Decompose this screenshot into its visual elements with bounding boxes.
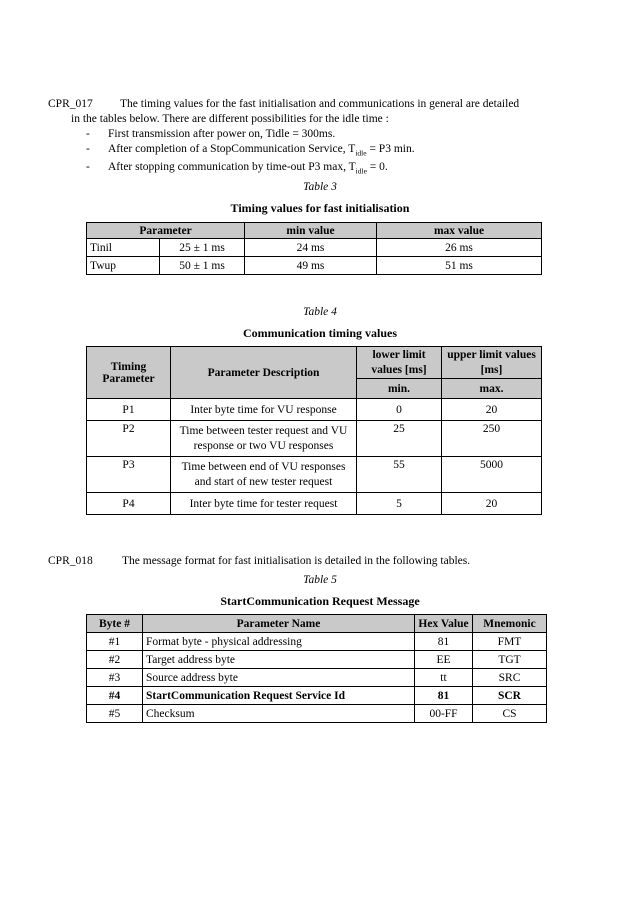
table3-caption: Table 3 — [303, 181, 337, 193]
table4 — [86, 346, 542, 515]
table4-title: Communication timing values — [242, 326, 397, 340]
cpr018-block — [48, 554, 608, 569]
table-row: Twup 50 ± 1 ms 49 ms 51 ms — [87, 257, 542, 275]
table5-header-row: Byte # Parameter Name Hex Value Mnemonic — [87, 615, 547, 633]
table3-header-row — [87, 223, 542, 239]
table3-header-min: min value — [245, 223, 377, 239]
table4-header-lower: lower limit values [ms] — [357, 347, 442, 379]
table4-header-row — [87, 347, 542, 379]
table4-header-max: max. — [442, 379, 542, 399]
cpr017-line1 — [48, 97, 608, 112]
table-row: #1 Format byte - physical addressing 81 FMT — [87, 633, 547, 651]
table5-caption: Table 5 — [303, 574, 337, 586]
cpr018-text: The message format for fast initialisation is detailed in the following tables. — [122, 555, 471, 567]
table-row: #3 Source address byte tt SRC — [87, 669, 547, 687]
table-row: P4 Inter byte time for tester request 5 20 — [87, 493, 542, 515]
cpr018-id: CPR_018 — [48, 555, 93, 567]
cpr017-bullet: - First transmission after power on, Tidle = 300ms. — [86, 128, 336, 140]
table4-header-upper: upper limit values [ms] — [442, 347, 542, 379]
table4-caption: Table 4 — [303, 306, 337, 318]
table-row: #5 Checksum 00-FF CS — [87, 705, 547, 723]
table5-title: StartCommunication Request Message — [220, 594, 420, 608]
cpr017-block — [48, 97, 608, 179]
table-row: P2 Time between tester request and VU response or two VU responses 25 250 — [87, 421, 542, 457]
table-row: #2 Target address byte EE TGT — [87, 651, 547, 669]
table4-header-min: min. — [357, 379, 442, 399]
cpr017-id: CPR_017 — [48, 98, 93, 110]
table4-header-timing: Timing Parameter — [87, 347, 171, 399]
table-row: Tinil 25 ± 1 ms 24 ms 26 ms — [87, 239, 542, 257]
table-row: P3 Time between end of VU responses and start of new tester request 55 5000 — [87, 457, 542, 493]
table-row: #4 StartCommunication Request Service Id 81 SCR — [87, 687, 547, 705]
cpr017-bullet: - After completion of a StopCommunication Service, $T_{idle} = P3$ min. — [86, 143, 415, 158]
cpr017-bullet: - After stopping communication by time-out P3 max, $T_{idle} = 0$. — [86, 161, 388, 176]
cpr017-text-line2: in the tables below. There are different possibilities for the idle time : — [71, 113, 389, 125]
table5 — [86, 614, 547, 723]
table3-title: Timing values for fast initialisation — [230, 201, 410, 215]
cpr017-text-line1: The timing values for the fast initialisation and communications in general are detailed — [120, 98, 520, 110]
table3 — [86, 222, 542, 275]
table3-header-max: max value — [377, 223, 542, 239]
table-row: P1 Inter byte time for VU response 0 20 — [87, 399, 542, 421]
table3-header-parameter: Parameter — [87, 223, 245, 239]
table4-header-desc: Parameter Description — [171, 347, 357, 399]
